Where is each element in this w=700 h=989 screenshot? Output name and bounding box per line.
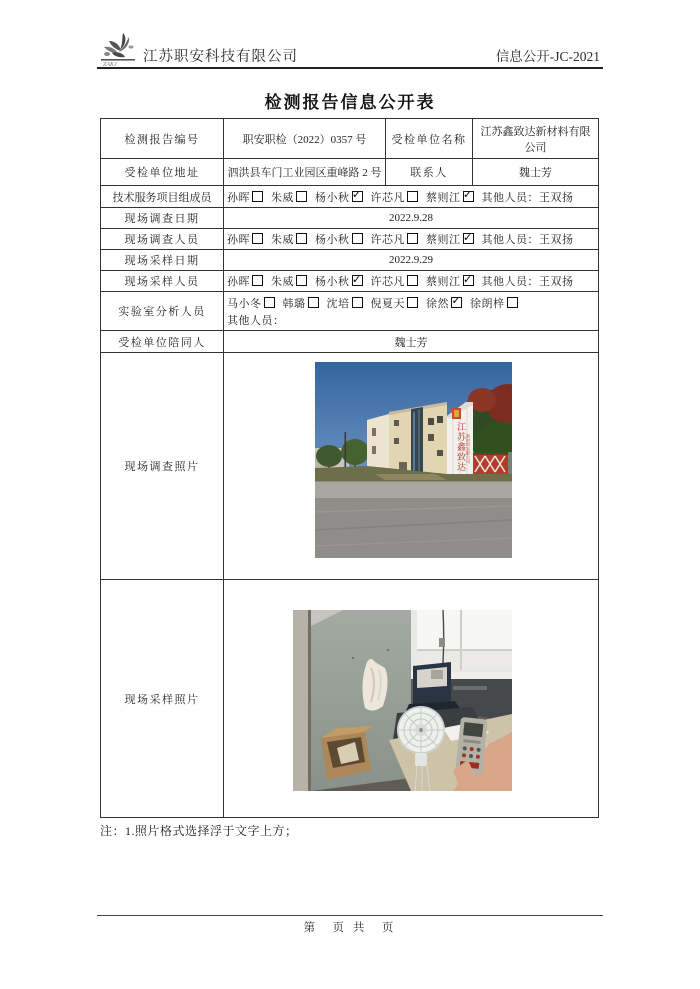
staff-member xyxy=(371,298,419,310)
staff-member-name: 许芯凡 xyxy=(370,191,405,204)
staff-member-name: 蔡则江 xyxy=(426,234,461,246)
checkbox-unchecked-icon xyxy=(296,191,307,202)
table-row xyxy=(101,186,599,208)
staff-member xyxy=(227,192,263,204)
staff-member-name: 杨小秋 xyxy=(315,276,350,288)
contact-value: 魏士芳 xyxy=(473,159,599,186)
survey-photo-label: 现场调查照片 xyxy=(101,353,224,580)
footnote: 注：1.照片格式选择浮于文字上方； xyxy=(100,824,298,838)
staff-member-name: 孙晖 xyxy=(227,234,250,246)
team-label: 技术服务项目组成员 xyxy=(101,186,224,208)
checkbox-unchecked-icon xyxy=(507,297,518,308)
report-no-value: 职安职检（2022）0357 号 xyxy=(224,119,386,159)
survey-date-label: 现场调查日期 xyxy=(101,208,224,229)
lab-staff-cell xyxy=(224,292,599,331)
staff-member xyxy=(315,234,363,246)
staff-member-name: 徐然 xyxy=(426,297,449,310)
staff-member-name: 朱威 xyxy=(271,191,294,204)
staff-member xyxy=(371,276,419,288)
staff-member-name: 杨小秋 xyxy=(315,191,350,204)
staff-member xyxy=(426,298,462,310)
staff-member xyxy=(271,234,307,246)
checkbox-unchecked-icon xyxy=(252,275,263,286)
footer-rule xyxy=(97,915,603,916)
staff-member-name: 朱威 xyxy=(271,234,294,246)
client-name-value: 江苏鑫致达新材料有限公司 xyxy=(473,119,599,159)
survey-staff-label: 现场调查人员 xyxy=(101,229,224,250)
checkbox-unchecked-icon xyxy=(308,297,319,308)
staff-member-name: 孙晖 xyxy=(227,276,250,288)
staff-member-name: 徐朗梓 xyxy=(470,297,505,310)
staff-member-name: 蔡则江 xyxy=(426,191,461,204)
table-row xyxy=(101,353,599,580)
checkbox-unchecked-icon xyxy=(407,297,418,308)
sampling-photo xyxy=(293,610,512,791)
table-row xyxy=(101,331,599,353)
sampling-date-value: 2022.9.29 xyxy=(224,250,599,271)
survey-photo-cell xyxy=(224,353,599,580)
team-members-cell xyxy=(224,186,599,208)
lab-staff-other: 其他人员： xyxy=(227,314,285,327)
staff-member xyxy=(327,298,363,310)
sign-text-small: 新材料有限公司 xyxy=(466,434,471,464)
staff-member-name: 沈培 xyxy=(326,297,350,310)
checkbox-checked-icon xyxy=(463,233,474,244)
sampling-date-label: 现场采样日期 xyxy=(101,250,224,271)
client-addr-value: 泗洪县车门工业园区重峰路 2 号 xyxy=(224,159,386,186)
checkbox-checked-icon xyxy=(352,191,363,202)
staff-member xyxy=(371,234,419,246)
survey-photo xyxy=(315,362,512,558)
checkbox-unchecked-icon xyxy=(296,233,307,244)
team-other: 其他人员：王双扬 xyxy=(481,191,574,204)
client-name-label: 受检单位名称 xyxy=(386,119,473,159)
staff-member xyxy=(426,234,474,246)
staff-member xyxy=(371,192,419,204)
sampling-staff-members xyxy=(227,276,482,288)
staff-member-name: 许芯凡 xyxy=(370,234,405,246)
footer-page-number: 第 页 共 页 xyxy=(303,922,397,934)
staff-member xyxy=(315,276,363,288)
contact-label: 联系人 xyxy=(386,159,473,186)
staff-member-name: 杨小秋 xyxy=(315,234,350,246)
survey-staff-cell xyxy=(224,229,599,250)
checkbox-checked-icon xyxy=(451,297,462,308)
checkbox-unchecked-icon xyxy=(264,297,275,308)
header-rule xyxy=(97,67,603,69)
table-row xyxy=(101,159,599,186)
staff-member xyxy=(315,192,363,204)
table-row xyxy=(101,250,599,271)
sign-text-big: 江苏鑫致达 xyxy=(456,422,466,472)
table-row xyxy=(101,119,599,159)
staff-member xyxy=(426,192,474,204)
accompany-label: 受检单位陪同人 xyxy=(101,331,224,353)
staff-member-name: 孙晖 xyxy=(227,191,250,204)
staff-member-name: 马小冬 xyxy=(227,297,262,310)
logo-caption: ZAKJ xyxy=(103,62,117,68)
table-row xyxy=(101,292,599,331)
checkbox-unchecked-icon xyxy=(407,191,418,202)
lab-staff-members xyxy=(227,295,595,311)
staff-member xyxy=(227,276,263,288)
survey-staff-other: 其他人员：王双扬 xyxy=(481,234,574,246)
staff-member xyxy=(271,276,307,288)
checkbox-unchecked-icon xyxy=(407,275,418,286)
company-logo-icon xyxy=(99,31,143,69)
staff-member xyxy=(271,192,307,204)
sampling-photo-label: 现场采样照片 xyxy=(101,580,224,818)
lab-staff-label: 实验室分析人员 xyxy=(101,292,224,331)
photo-fence xyxy=(473,454,512,474)
checkbox-unchecked-icon xyxy=(296,275,307,286)
staff-member xyxy=(426,276,474,288)
team-members xyxy=(227,192,482,204)
sampling-photo-cell xyxy=(224,580,599,818)
staff-member xyxy=(227,298,275,310)
checkbox-checked-icon xyxy=(352,275,363,286)
page-title: 检测报告信息公开表 xyxy=(264,93,436,112)
staff-member-name: 许芯凡 xyxy=(370,276,405,288)
table-row xyxy=(101,208,599,229)
staff-member-name: 蔡则江 xyxy=(426,276,461,288)
survey-date-value: 2022.9.28 xyxy=(224,208,599,229)
checkbox-checked-icon xyxy=(463,275,474,286)
checkbox-unchecked-icon xyxy=(352,233,363,244)
table-row xyxy=(101,229,599,250)
staff-member-name: 倪夏天 xyxy=(370,297,405,310)
table-row xyxy=(101,271,599,292)
staff-member xyxy=(227,234,263,246)
checkbox-unchecked-icon xyxy=(252,233,263,244)
company-name: 江苏职安科技有限公司 xyxy=(143,49,298,65)
staff-member-name: 朱威 xyxy=(271,276,294,288)
report-no-label: 检测报告编号 xyxy=(101,119,224,159)
checkbox-unchecked-icon xyxy=(252,191,263,202)
checkbox-unchecked-icon xyxy=(352,297,363,308)
sampling-staff-cell xyxy=(224,271,599,292)
table-row xyxy=(101,580,599,818)
accompany-value: 魏士芳 xyxy=(224,331,599,353)
sampling-staff-label: 现场采样人员 xyxy=(101,271,224,292)
staff-member-name: 韩璐 xyxy=(282,297,306,310)
disclosure-form-table xyxy=(100,118,599,818)
checkbox-checked-icon xyxy=(463,191,474,202)
sampling-staff-other: 其他人员：王双扬 xyxy=(481,276,574,288)
staff-member xyxy=(283,298,319,310)
document-code: 信息公开-JC-2021 xyxy=(495,49,600,64)
survey-staff-members xyxy=(227,234,482,246)
client-addr-label: 受检单位地址 xyxy=(101,159,224,186)
staff-member xyxy=(470,298,518,310)
checkbox-unchecked-icon xyxy=(407,233,418,244)
